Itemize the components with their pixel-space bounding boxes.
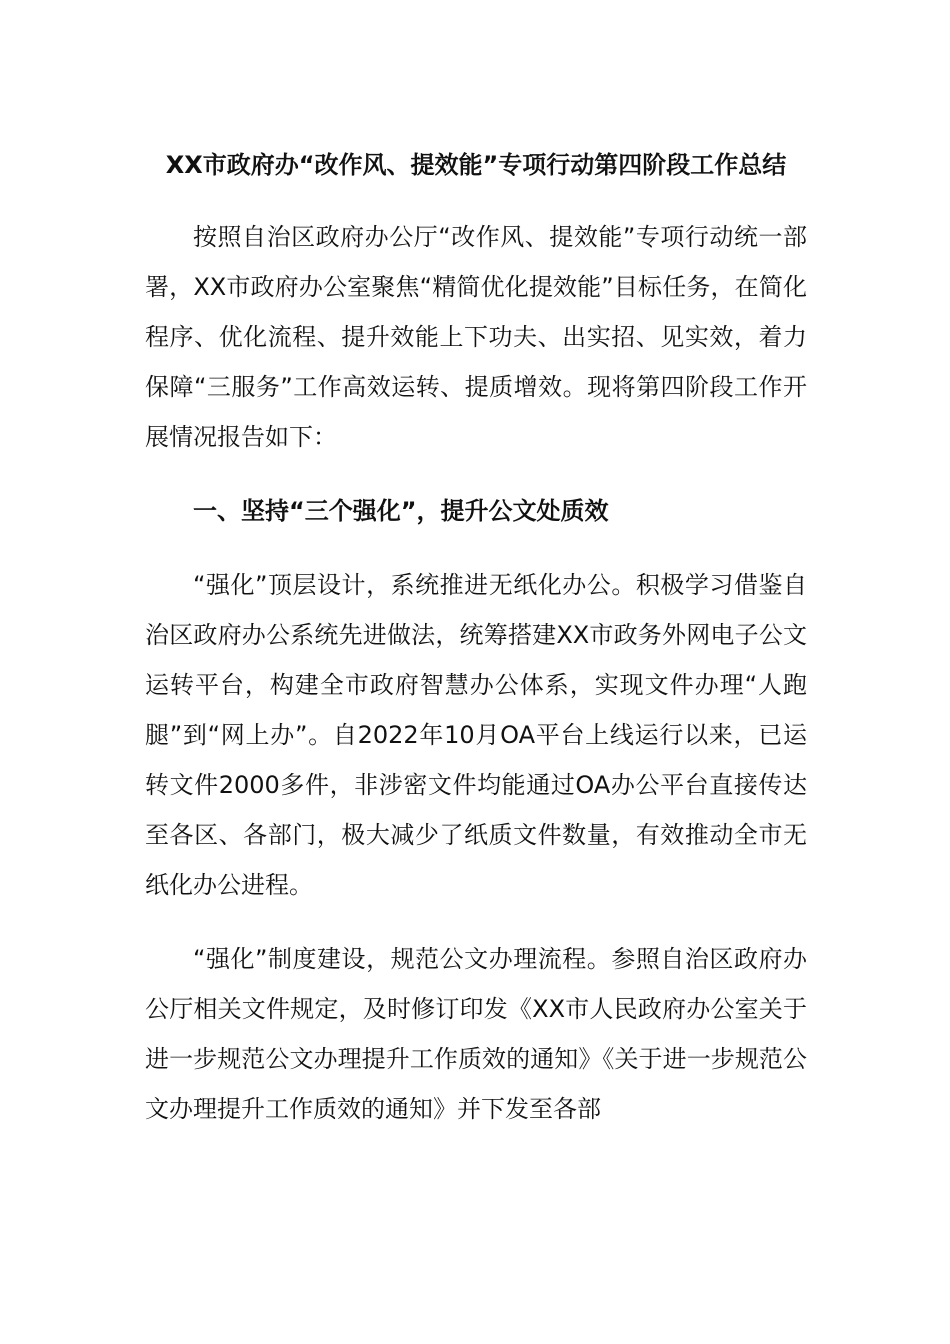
document-title: XX市政府办“改作风、提效能”专项行动第四阶段工作总结 xyxy=(165,151,787,179)
spacer xyxy=(145,910,807,934)
body-paragraph: “强化”顶层设计，系统推进无纸化办公。积极学习借鉴自治区政府办公系统先进做法，统筹搭建XX市政务外网电子公文运转平台，构建全市政府智慧办公体系，实现文件办理“人跑腿”到“网上办”。自2022年10月OA平台上线运行以来，已运转文件2000多件，非涉密文件均能通过OA办公平台直接传达至各区、各部门，极大减少了纸质文件数量，有效推动全市无纸化办公进程。 xyxy=(145,571,807,899)
document-body xyxy=(145,140,807,1134)
section-heading: 一、坚持“三个强化”，提升公文处质效 xyxy=(193,497,609,525)
spacer xyxy=(145,462,807,486)
body-paragraph: “强化”制度建设，规范公文办理流程。参照自治区政府办公厅相关文件规定，及时修订印发《XX市人民政府办公室关于进一步规范公文办理提升工作质效的通知》《关于进一步规范公文办理提升工作质效的通知》并下发至各部 xyxy=(145,945,807,1123)
spacer xyxy=(145,536,807,560)
spacer xyxy=(145,190,807,212)
intro-paragraph: 按照自治区政府办公厅“改作风、提效能”专项行动统一部署，XX市政府办公室聚焦“精简优化提效能”目标任务，在简化程序、优化流程、提升效能上下功夫、出实招、见实效，着力保障“三服务”工作高效运转、提质增效。现将第四阶段工作开展情况报告如下： xyxy=(145,223,807,451)
